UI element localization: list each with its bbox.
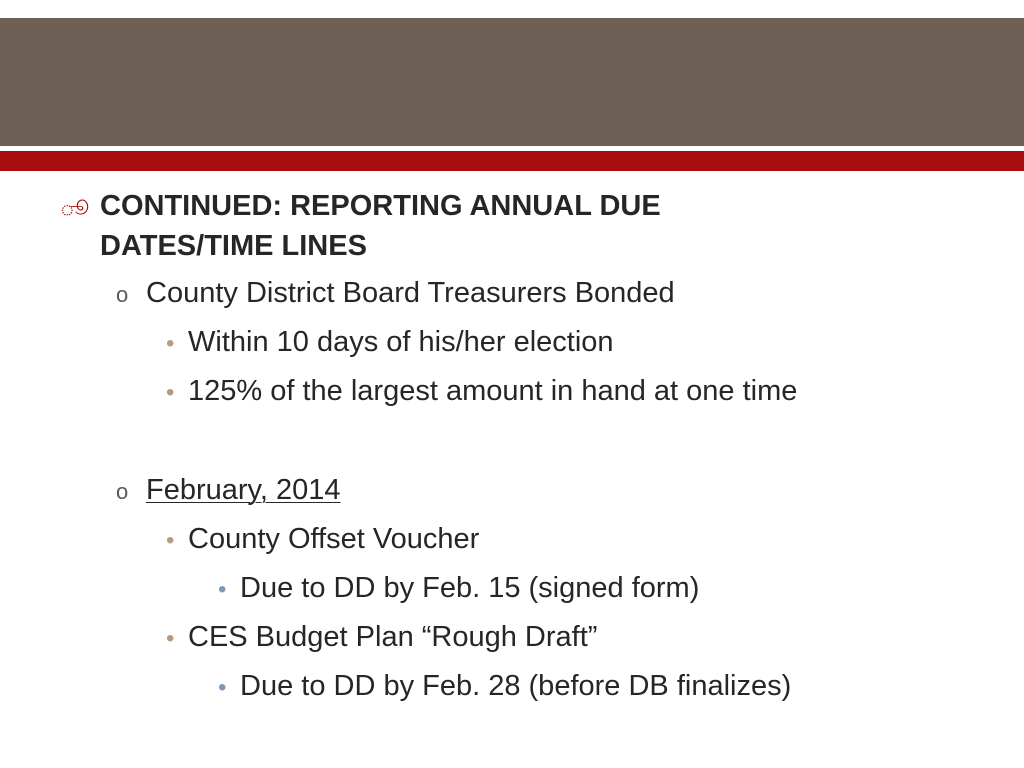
list-item-text: 125% of the largest amount in hand at one time bbox=[188, 375, 798, 407]
heading-row bbox=[60, 186, 800, 266]
dot-bullet-icon: • bbox=[166, 330, 175, 357]
list-item-level4 bbox=[218, 670, 791, 703]
heading-bullet-icon: ூ bbox=[60, 199, 89, 220]
dot-bullet-icon: • bbox=[218, 576, 227, 603]
list-item-level3 bbox=[166, 375, 797, 408]
list-item-level3 bbox=[166, 621, 597, 654]
circle-bullet-icon: o bbox=[116, 282, 129, 307]
list-item-level3 bbox=[166, 523, 479, 556]
dot-bullet-icon: • bbox=[166, 527, 175, 554]
list-item-text: County District Board Treasurers Bonded bbox=[146, 277, 675, 309]
list-item-text: CES Budget Plan “Rough Draft” bbox=[188, 621, 598, 653]
list-item-text: Due to DD by Feb. 15 (signed form) bbox=[240, 572, 700, 604]
list-item-level4 bbox=[218, 572, 699, 605]
list-item-text: February, 2014 bbox=[146, 474, 341, 506]
heading-text: CONTINUED: REPORTING ANNUAL DUE DATES/TIME LINES bbox=[100, 190, 661, 262]
list-item-level2 bbox=[116, 474, 341, 507]
list-item-text: County Offset Voucher bbox=[188, 523, 480, 555]
circle-bullet-icon: o bbox=[116, 479, 129, 504]
list-item-text: Within 10 days of his/her election bbox=[188, 326, 614, 358]
dot-bullet-icon: • bbox=[218, 674, 227, 701]
list-item-level2 bbox=[116, 277, 675, 310]
dot-bullet-icon: • bbox=[166, 379, 175, 406]
list-item-level3 bbox=[166, 326, 614, 359]
list-item-text: Due to DD by Feb. 28 (before DB finalizes) bbox=[240, 670, 792, 702]
dot-bullet-icon: • bbox=[166, 625, 175, 652]
